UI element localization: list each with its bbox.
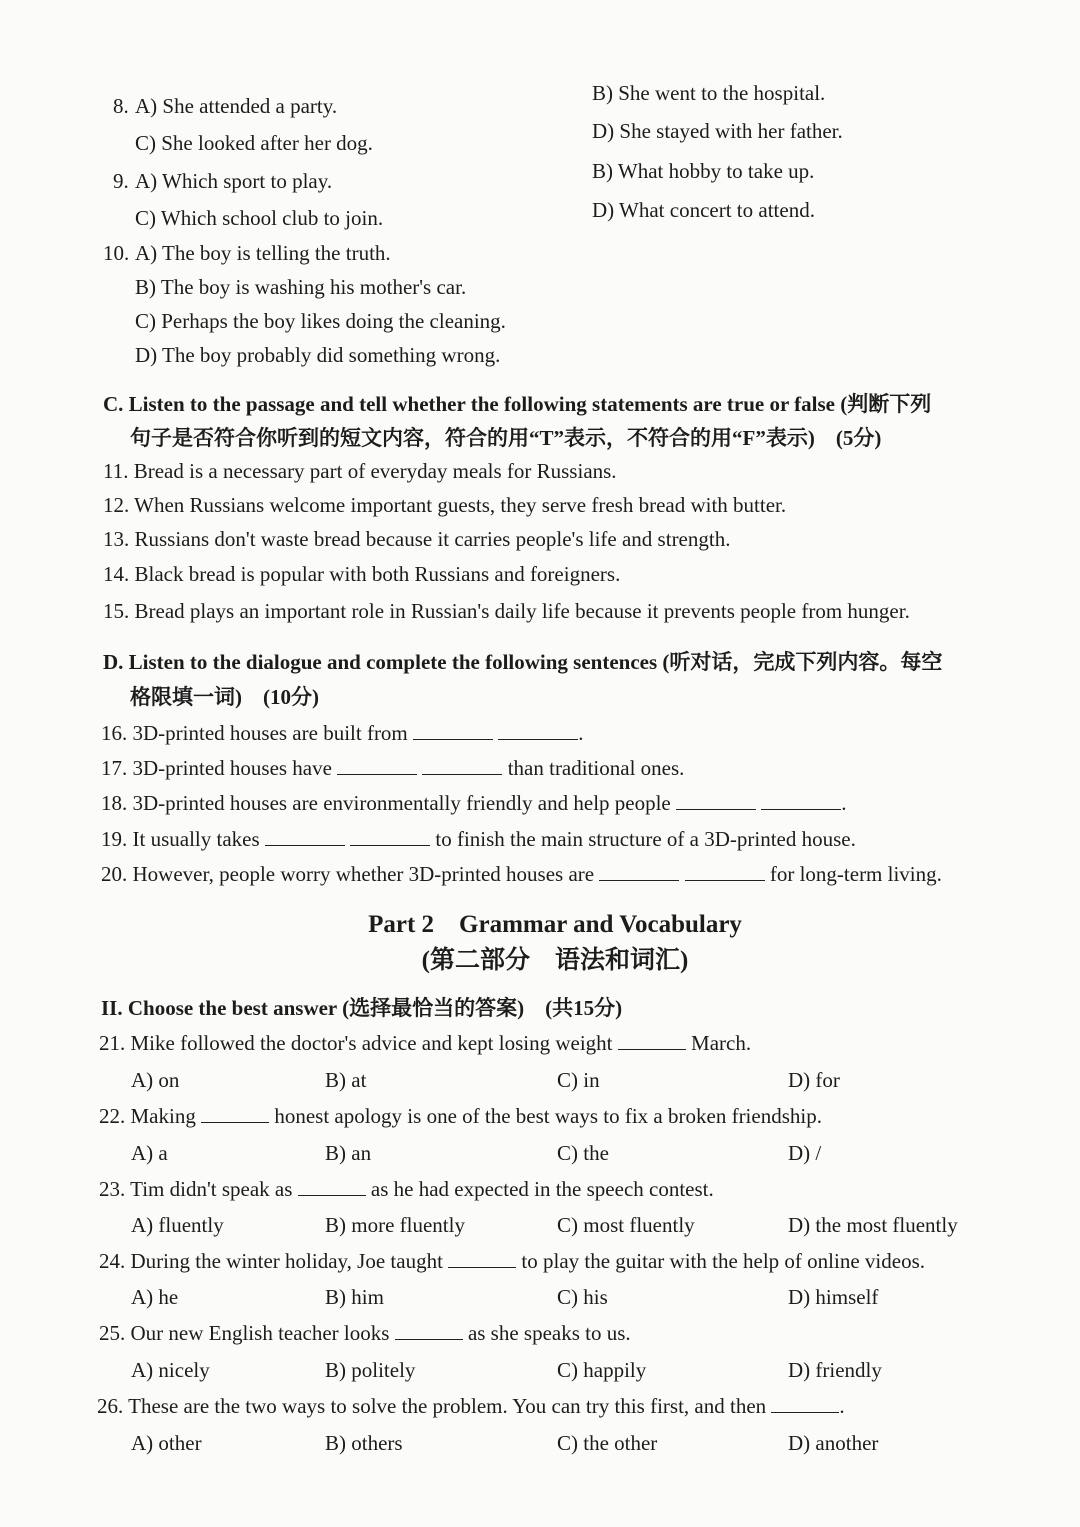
statement-13: 13. Russians don't waste bread because it carries people's life and strength. xyxy=(103,527,731,551)
q18-blank-1[interactable] xyxy=(676,791,756,810)
question-25 xyxy=(99,1320,631,1346)
q16-end: . xyxy=(578,721,584,745)
q22-option-a[interactable]: A) a xyxy=(131,1141,168,1165)
q8-option-b: B) She went to the hospital. xyxy=(592,81,826,105)
section-c-heading: C. Listen to the passage and tell whether the following statements are true or false (判断下列 xyxy=(103,392,932,416)
q17-blank-1[interactable] xyxy=(337,756,417,775)
q21-option-d[interactable]: D) for xyxy=(788,1068,840,1092)
q24-text: 24. During the winter holiday, Joe taught xyxy=(99,1249,443,1273)
part2-title: Part 2 Grammar and Vocabulary xyxy=(368,911,742,938)
part2-subtitle: (第二部分 语法和词汇) xyxy=(421,947,689,974)
q10-option-b: B) The boy is washing his mother's car. xyxy=(135,275,467,299)
question-19 xyxy=(101,826,856,852)
q21-end: March. xyxy=(691,1031,752,1055)
q19-end: to finish the main structure of a 3D-printed house. xyxy=(435,827,856,851)
q22-end: honest apology is one of the best ways to fix a broken friendship. xyxy=(274,1104,822,1128)
statement-15: 15. Bread plays an important role in Russian's daily life because it prevents people from hunger. xyxy=(103,599,910,623)
q26-option-c[interactable]: C) the other xyxy=(557,1431,658,1455)
q21-option-a[interactable]: A) on xyxy=(131,1068,180,1092)
statement-14: 14. Black bread is popular with both Russians and foreigners. xyxy=(103,562,621,586)
q23-option-d[interactable]: D) the most fluently xyxy=(788,1213,958,1237)
section-d-instruction: 格限填一词) (10分) xyxy=(130,685,319,709)
q19-blank-2[interactable] xyxy=(350,827,430,846)
q10-option-d: D) The boy probably did something wrong. xyxy=(135,343,501,367)
statement-11: 11. Bread is a necessary part of everyday meals for Russians. xyxy=(103,459,617,483)
q24-option-d[interactable]: D) himself xyxy=(788,1285,879,1309)
q26-blank[interactable] xyxy=(771,1394,839,1413)
q16-blank-2[interactable] xyxy=(498,721,578,740)
q23-blank[interactable] xyxy=(298,1177,366,1196)
q9-option-b: B) What hobby to take up. xyxy=(592,159,815,183)
question-17 xyxy=(101,755,684,781)
q25-option-a[interactable]: A) nicely xyxy=(131,1358,210,1382)
section-d-heading: D. Listen to the dialogue and complete the following sentences (听对话，完成下列内容。每空 xyxy=(103,650,943,674)
q25-option-b[interactable]: B) politely xyxy=(325,1358,416,1382)
question-26 xyxy=(97,1393,845,1419)
q23-text: 23. Tim didn't speak as xyxy=(99,1177,293,1201)
q8-number: 8. xyxy=(113,94,129,118)
question-22 xyxy=(99,1103,822,1129)
q9-option-d: D) What concert to attend. xyxy=(592,198,815,222)
q8-option-c: C) She looked after her dog. xyxy=(135,131,373,155)
q17-end: than traditional ones. xyxy=(507,756,685,780)
statement-12: 12. When Russians welcome important guests, they serve fresh bread with butter. xyxy=(103,493,787,517)
q26-option-b[interactable]: B) others xyxy=(325,1431,403,1455)
q10-number: 10. xyxy=(103,241,130,265)
q26-text: 26. These are the two ways to solve the problem. You can try this first, and then xyxy=(97,1394,767,1418)
q10-option-a: A) The boy is telling the truth. xyxy=(135,241,391,265)
q22-text: 22. Making xyxy=(99,1104,196,1128)
q22-option-d[interactable]: D) / xyxy=(788,1141,822,1165)
q20-text: 20. However, people worry whether 3D-printed houses are xyxy=(101,862,595,886)
q26-option-a[interactable]: A) other xyxy=(131,1431,202,1455)
q8-option-a: A) She attended a party. xyxy=(135,94,338,118)
q25-text: 25. Our new English teacher looks xyxy=(99,1321,390,1345)
q26-option-d[interactable]: D) another xyxy=(788,1431,879,1455)
q25-option-c[interactable]: C) happily xyxy=(557,1358,647,1382)
q20-blank-2[interactable] xyxy=(685,862,765,881)
q21-text: 21. Mike followed the doctor's advice and kept losing weight xyxy=(99,1031,613,1055)
question-20 xyxy=(101,861,942,887)
section-c-instruction: 句子是否符合你听到的短文内容，符合的用“T”表示，不符合的用“F”表示) (5分) xyxy=(130,426,882,450)
q17-text: 17. 3D-printed houses have xyxy=(101,756,332,780)
q23-option-b[interactable]: B) more fluently xyxy=(325,1213,465,1237)
section-ii-heading: II. Choose the best answer (选择最恰当的答案) (共15分) xyxy=(101,996,623,1020)
q19-blank-1[interactable] xyxy=(265,827,345,846)
q25-blank[interactable] xyxy=(395,1321,463,1340)
question-21 xyxy=(99,1030,751,1056)
question-18 xyxy=(101,790,847,816)
q16-blank-1[interactable] xyxy=(413,721,493,740)
q9-option-c: C) Which school club to join. xyxy=(135,206,384,230)
q18-text: 18. 3D-printed houses are environmentally friendly and help people xyxy=(101,791,671,815)
q20-end: for long-term living. xyxy=(769,862,942,886)
q25-end: as she speaks to us. xyxy=(467,1321,631,1345)
q19-text: 19. It usually takes xyxy=(101,827,260,851)
q24-blank[interactable] xyxy=(448,1249,516,1268)
q18-end: . xyxy=(841,791,847,815)
q24-end: to play the guitar with the help of online videos. xyxy=(521,1249,925,1273)
q25-option-d[interactable]: D) friendly xyxy=(788,1358,882,1382)
q23-end: as he had expected in the speech contest. xyxy=(370,1177,714,1201)
q23-option-c[interactable]: C) most fluently xyxy=(557,1213,695,1237)
q24-option-c[interactable]: C) his xyxy=(557,1285,608,1309)
q22-blank[interactable] xyxy=(201,1104,269,1123)
q22-option-b[interactable]: B) an xyxy=(325,1141,372,1165)
q22-option-c[interactable]: C) the xyxy=(557,1141,609,1165)
q8-option-d: D) She stayed with her father. xyxy=(592,119,843,143)
q9-option-a: A) Which sport to play. xyxy=(135,169,333,193)
q20-blank-1[interactable] xyxy=(599,862,679,881)
question-16 xyxy=(101,720,584,746)
q9-number: 9. xyxy=(113,169,129,193)
q16-text: 16. 3D-printed houses are built from xyxy=(101,721,408,745)
q24-option-a[interactable]: A) he xyxy=(131,1285,179,1309)
q26-end: . xyxy=(839,1394,845,1418)
q23-option-a[interactable]: A) fluently xyxy=(131,1213,224,1237)
q21-option-b[interactable]: B) at xyxy=(325,1068,367,1092)
q21-blank[interactable] xyxy=(618,1031,686,1050)
q18-blank-2[interactable] xyxy=(761,791,841,810)
q10-option-c: C) Perhaps the boy likes doing the cleaning. xyxy=(135,309,506,333)
q21-option-c[interactable]: C) in xyxy=(557,1068,600,1092)
question-24 xyxy=(99,1248,925,1274)
question-23 xyxy=(99,1176,714,1202)
q17-blank-2[interactable] xyxy=(422,756,502,775)
q24-option-b[interactable]: B) him xyxy=(325,1285,384,1309)
